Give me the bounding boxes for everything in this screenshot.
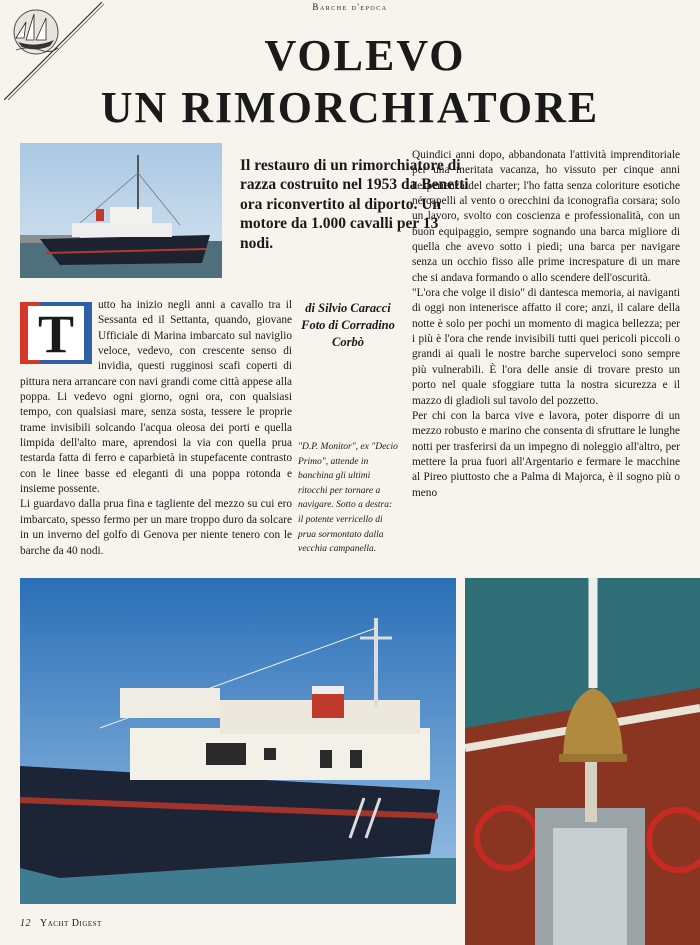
paragraph-5: Per chi con la barca vive e lavora, poter disporre di un mezzo robusto e marino che consenta di sfruttare le lunghe notti per trasferirsi da un impegno di noleggio all'altro, per mettere la prua fuori all'Argentario e fermare le macchine al Pireo piuttosto che a Palma di Majorca, è il sogno più o meno [412,409,680,499]
paragraph-4: "L'ora che volge il disio" di dantesca memoria, ai naviganti di oggi non intenerisce affatto il core; anzi, il calare della notte è solo per pochi un momento di magica bellezza; per i più è l'ora che rende invisibili tutti quei pericoli piccoli o grandi ai quali le nostre barche superveloci sono sempre più vulnerabili. È l'ora delle ansie di trovare presto un porto nel quale sfoggiare tutta la nostra sicurezza e il mazzo di gladioli sul tavolo del pozzetto. [412,287,680,407]
photo-caption: "D.P. Monitor", ex "Decio Primo", attende in banchina gli ultimi ritocchi per tornare a navigare. Sotto a destra: il potente verricello di prua sormontato dalla vecchia campanella. [298,442,398,555]
article-column-3 [412,148,680,501]
section-label: Barche d'epoca [312,2,388,12]
bow-bell-winch-photo [465,578,700,945]
title-line-1: VOLEVO [264,31,466,80]
paragraph-1: utto ha inizio negli anni a cavallo tra il Sessanta ed il Settanta, quando, giovane Ufficiale di Marina imbarcato sul naviglio veloce, vedevo, con crescente senso di invidia, questi rugginosi scafi coperti di pittura nera arrancare con navi grandi come città appese alla poppa. Li vedevo ogni giorno, ogni ora, con qualsiasi tempo, con qualsiasi mare, senza sosta, tessere le proprie trame invisibili solcando l'acqua oleosa dei porti e quella limpida dell'alto mare, aprendosi la via con quella prua testarda fatta di ferro e caparbietà in stupefacente contrasto con le linee basse ed eleganti di una poppa rotonda e insieme possente. [20,299,292,496]
page-footer [20,918,102,929]
paragraph-2: Li guardavo dalla prua fina e tagliente del mezzo su cui ero imbarcato, spesso fermo per un mare troppo duro da solcare in un inverno del golfo di Genova per niente tenero con le barche da 40 nodi. [20,498,292,557]
byline-author: di Silvio Caracci [305,301,391,315]
tugboat-dock-photo [20,578,456,904]
byline [298,300,398,351]
magazine-name: Yacht Digest [40,918,102,929]
tugboat-harbor-photo [20,143,222,278]
paragraph-3: Quindici anni dopo, abbandonata l'attività imprenditoriale per una meritata vacanza, ho vissuto per cinque anni l'esperienza del charter; l'ho fatta senza coloriture esotiche né capelli al vento o orecchini da iconografia corsara; solo un lavoro, svolto con coscienza e professionalità, con un buon equipaggio, sempre sognando una barca migliore di quella che avevo sotto i piedi; una barca per navigare senza un occhio fisso alle prime increspature di un mare che si andava formando o allo scendere dell'oscurità. [412,149,680,284]
subtitle: Il restauro di un rimorchiatore di razza costruito nel 1953 da Benetti ora riconvertito al diporto. Un motore da 1.000 cavalli per 13 nodi. [240,157,469,252]
byline-photo: Foto di Corradino Corbò [301,318,395,349]
title-line-2: UN RIMORCHIATORE [100,83,600,132]
article-column-1 [20,298,292,559]
page-number: 12 [20,918,31,929]
svg-text:T: T [37,304,75,364]
drop-cap [20,302,92,364]
